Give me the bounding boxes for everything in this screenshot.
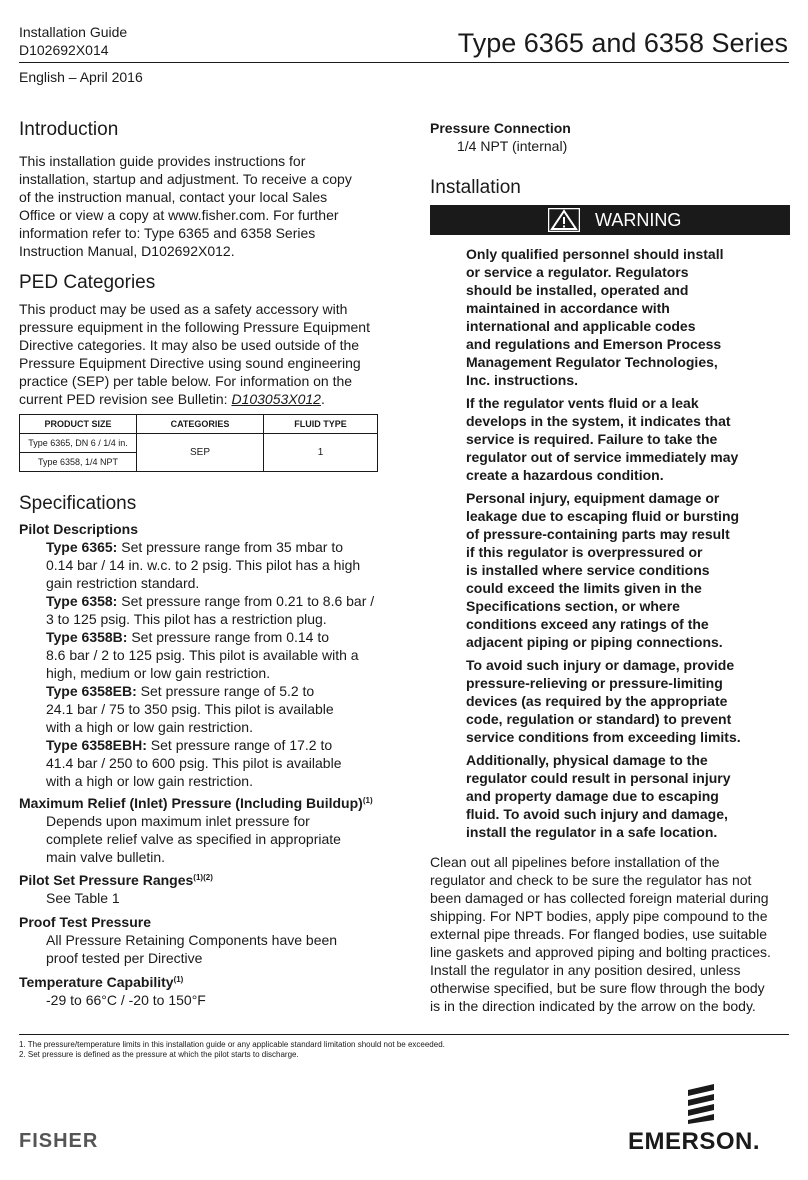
proof-test-label: Proof Test Pressure [19,914,152,930]
emerson-emblem-icon [686,1084,716,1124]
pressure-connection-value: 1/4 NPT (internal) [457,138,568,154]
footnote-rule [19,1034,789,1035]
intro-heading: Introduction [19,119,119,140]
table-header: CATEGORIES [137,415,264,434]
table-row: Type 6358, 1/4 NPT [20,453,378,472]
footnote-1: 1. The pressure/temperature limits in this installation guide or any applicable standard limitation should not be exceeded. [19,1040,445,1049]
warning-paragraph: Additionally, physical damage to the regulator could result in personal injury and property damage due to escaping fluid. To avoid such injury and damage, install the regulator in a safe location. [466,752,731,840]
specs-heading: Specifications [19,493,137,514]
installation-heading: Installation [430,177,521,198]
warning-paragraph: To avoid such injury or damage, provide pressure-relieving or pressure-limiting devices (as required by the appropriate code, regulation or standard) to prevent service conditions from exceeding limits. [466,657,741,745]
table-header: FLUID TYPE [264,415,378,434]
installation-text: Clean out all pipelines before installation of the regulator and check to be sure the regulator has not been damaged or has collected foreign material during shipping. For NPT bodies, apply pipe compound to the external pipe threads. For flanged bodies, use suitable line gaskets and approved piping and bolting practices. Install the regulator in any position desired, unless otherwise specified, but be sure flow through the body is in the direction indicated by the arrow on the body. [430,854,771,1014]
relief-pressure-label: Maximum Relief (Inlet) Pressure (Including Buildup)$^{(1)}$ [19,795,373,811]
pilot-descriptions-label: Pilot Descriptions [19,521,139,537]
fisher-logo: FISHER [19,1130,99,1152]
warning-banner [430,205,790,235]
ped-text: This product may be used as a safety accessory with pressure equipment in the following Pressure Equipment Directive categories. It may also be used outside of the Pressure Equipment Directive using sound engineering practice (SEP) per table below. For information on the current PED revision see Bulletin: D103053X012. [19,301,370,407]
emerson-logo: EMERSON. [628,1128,761,1155]
temperature-value: -29 to 66°C / -20 to 150°F [46,992,206,1008]
warning-paragraph: If the regulator vents fluid or a leak develops in the system, it indicates that service is required. Failure to take the regulator out of service immediately may create a hazardous condition. [466,395,739,483]
table-header: PRODUCT SIZE [20,415,137,434]
ped-heading: PED Categories [19,272,156,293]
footnote-2: 2. Set pressure is defined as the pressure at which the pilot starts to discharge. [19,1050,299,1059]
doc-type: Installation Guide [19,24,128,40]
header-rule [19,62,789,63]
set-pressure-label: Pilot Set Pressure Ranges$^{(1)(2)}$ [19,872,213,888]
set-pressure-value: See Table 1 [46,890,120,906]
bulletin-link[interactable]: D103053X012 [231,391,321,407]
pilot-list: Type 6365: Set pressure range from 35 mbar to 0.14 bar / 14 in. w.c. to 2 psig. This pilot has a high gain restriction standard. Type 6358: Set pressure range from 0.21 to 8.6 bar / 3 to 125 psig. This pilot has a restriction plug. Type 6358B: Set pressure range from 0.14 to 8.6 bar / 2 to 125 psig. This pilot is available with a high, medium or low gain restriction. Type 6358EB: Set pressure range of 5.2 to 24.1 bar / 75 to 350 psig. This pilot is available with a high or low gain restriction. Type 6358EBH: Set pressure range of 17.2 to 41.4 bar / 250 to 600 psig. This pilot is available with a high or low gain restriction. [46,539,375,789]
temperature-label: Temperature Capability$^{(1)}$ [19,974,184,990]
doc-number: D102692X014 [19,42,109,58]
relief-pressure-text: Depends upon maximum inlet pressure for complete relief valve as specified in appropriate main valve bulletin. [46,813,341,865]
language-date: English – April 2016 [19,69,143,85]
pressure-connection-label: Pressure Connection [430,120,571,136]
series-title: Type 6365 and 6358 Series [457,28,788,58]
warning-triangle-icon [548,208,580,232]
warning-paragraph: Personal injury, equipment damage or leakage due to escaping fluid or bursting of pressure-containing parts may result if this regulator is overpressured or is installed where service conditions could exceed the limits given in the Specifications section, or where conditions exceed any ratings of the adjacent piping or piping connections. [466,490,740,650]
warning-paragraph: Only qualified personnel should install or service a regulator. Regulators should be installed, operated and maintained in accordance with international and applicable codes and regulations and Emerson Process Management Regulator Technologies, Inc. instructions. [466,246,724,388]
table-row: Type 6365, DN 6 / 1/4 in. SEP 1 [20,434,378,453]
proof-test-text: All Pressure Retaining Components have been proof tested per Directive [46,932,338,966]
intro-text: This installation guide provides instructions for installation, startup and adjustment. To receive a copy of the instruction manual, contact your local Sales Office or view a copy at www.fisher.com. For further information refer to: Type 6365 and 6358 Series Instruction Manual, D102692X012. [19,153,352,259]
warning-label: WARNING [595,210,682,230]
ped-table [19,414,378,472]
